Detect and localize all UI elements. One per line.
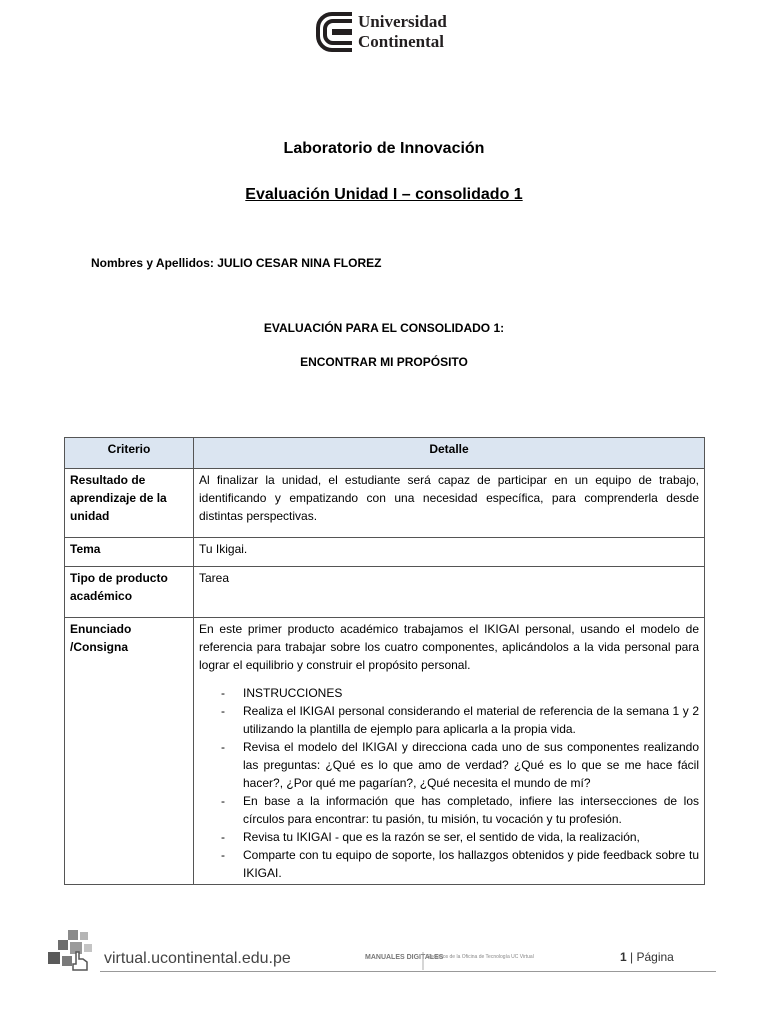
footer-divider [100, 971, 716, 972]
page-number-value: 1 [620, 950, 627, 964]
university-logo [318, 10, 478, 56]
list-item: - Realiza el IKIGAI personal considerando el material de referencia de la semana 1 y 2 utilizando la plantilla de ejemplo para aplicarla a la propia vida. [243, 702, 699, 738]
purpose-heading: ENCONTRAR MI PROPÓSITO [300, 355, 468, 369]
list-item: - Comparte con tu equipo de soporte, los hallazgos obtenidos y pide feedback sobre tu IKIGAI. [243, 846, 699, 882]
touch-hand-icon [48, 930, 100, 974]
criteria-table [64, 437, 705, 885]
table-row [65, 567, 705, 618]
table-row [65, 469, 705, 538]
criterio-cell: Tema [65, 538, 194, 567]
detalle-cell: Tarea [194, 567, 705, 618]
list-item: - Revisa el modelo del IKIGAI y direcciona cada uno de sus componentes realizando las preguntas: ¿Qué es lo que amo de verdad? ¿Qué es lo que se me hace fácil hacer?, ¿Por qué me pagarían?, ¿Qué necesita el mundo de mí? [243, 738, 699, 792]
student-name: Nombres y Apellidos: JULIO CESAR NINA FLOREZ [91, 256, 382, 270]
list-item: - Revisa tu IKIGAI - que es la razón se ser, el sentido de vida, la realización, [243, 828, 699, 846]
criterio-cell: Tipo de producto académico [65, 567, 194, 618]
badge-text: MANUALES DIGITALES [365, 954, 444, 961]
document-subtitle: Evaluación Unidad I – consolidado 1 [245, 186, 523, 203]
detalle-cell: Tu Ikigai. [194, 538, 705, 567]
footer-url: virtual.ucontinental.edu.pe [104, 950, 291, 967]
list-item: - En base a la información que has completado, infiere las intersecciones de los círculos para encontrar: tu pasión, tu misión, tu vocación y tu profesión. [243, 792, 699, 828]
logo-line-2: Continental [358, 32, 444, 51]
page-label: | Página [630, 950, 674, 964]
instructions-list [199, 684, 699, 882]
page-number [620, 950, 674, 964]
logo-text [358, 12, 447, 52]
badge-subtext: Recursos de la Oficina de Tecnología UC Virtual [427, 954, 534, 960]
detalle-cell: Al finalizar la unidad, el estudiante será capaz de participar en un equipo de trabajo, identificando y empatizando con una necesidad específica, para comprenderla desde distintas perspectivas. [194, 469, 705, 538]
logo-line-1: Universidad [358, 12, 447, 31]
column-header-detalle: Detalle [194, 438, 705, 469]
detalle-cell [194, 618, 705, 885]
column-header-criterio: Criterio [65, 438, 194, 469]
manuales-digitales-badge [365, 950, 534, 972]
criterio-cell: Enunciado /Consigna [65, 618, 194, 885]
criterio-cell: Resultado de aprendizaje de la unidad [65, 469, 194, 538]
table-row [65, 538, 705, 567]
continental-logo-icon [318, 10, 356, 54]
list-item: - INSTRUCCIONES [243, 684, 699, 702]
enunciado-text: En este primer producto académico trabajamos el IKIGAI personal, usando el modelo de referencia para trabajar sobre los cuatro componentes, aplicándolos a la vida personal para lograr el equilibrio y construir el propósito personal. [199, 622, 699, 672]
table-header-row [65, 438, 705, 469]
document-title: Laboratorio de Innovación [283, 140, 485, 157]
table-row [65, 618, 705, 885]
evaluation-heading: EVALUACIÓN PARA EL CONSOLIDADO 1: [263, 321, 505, 335]
